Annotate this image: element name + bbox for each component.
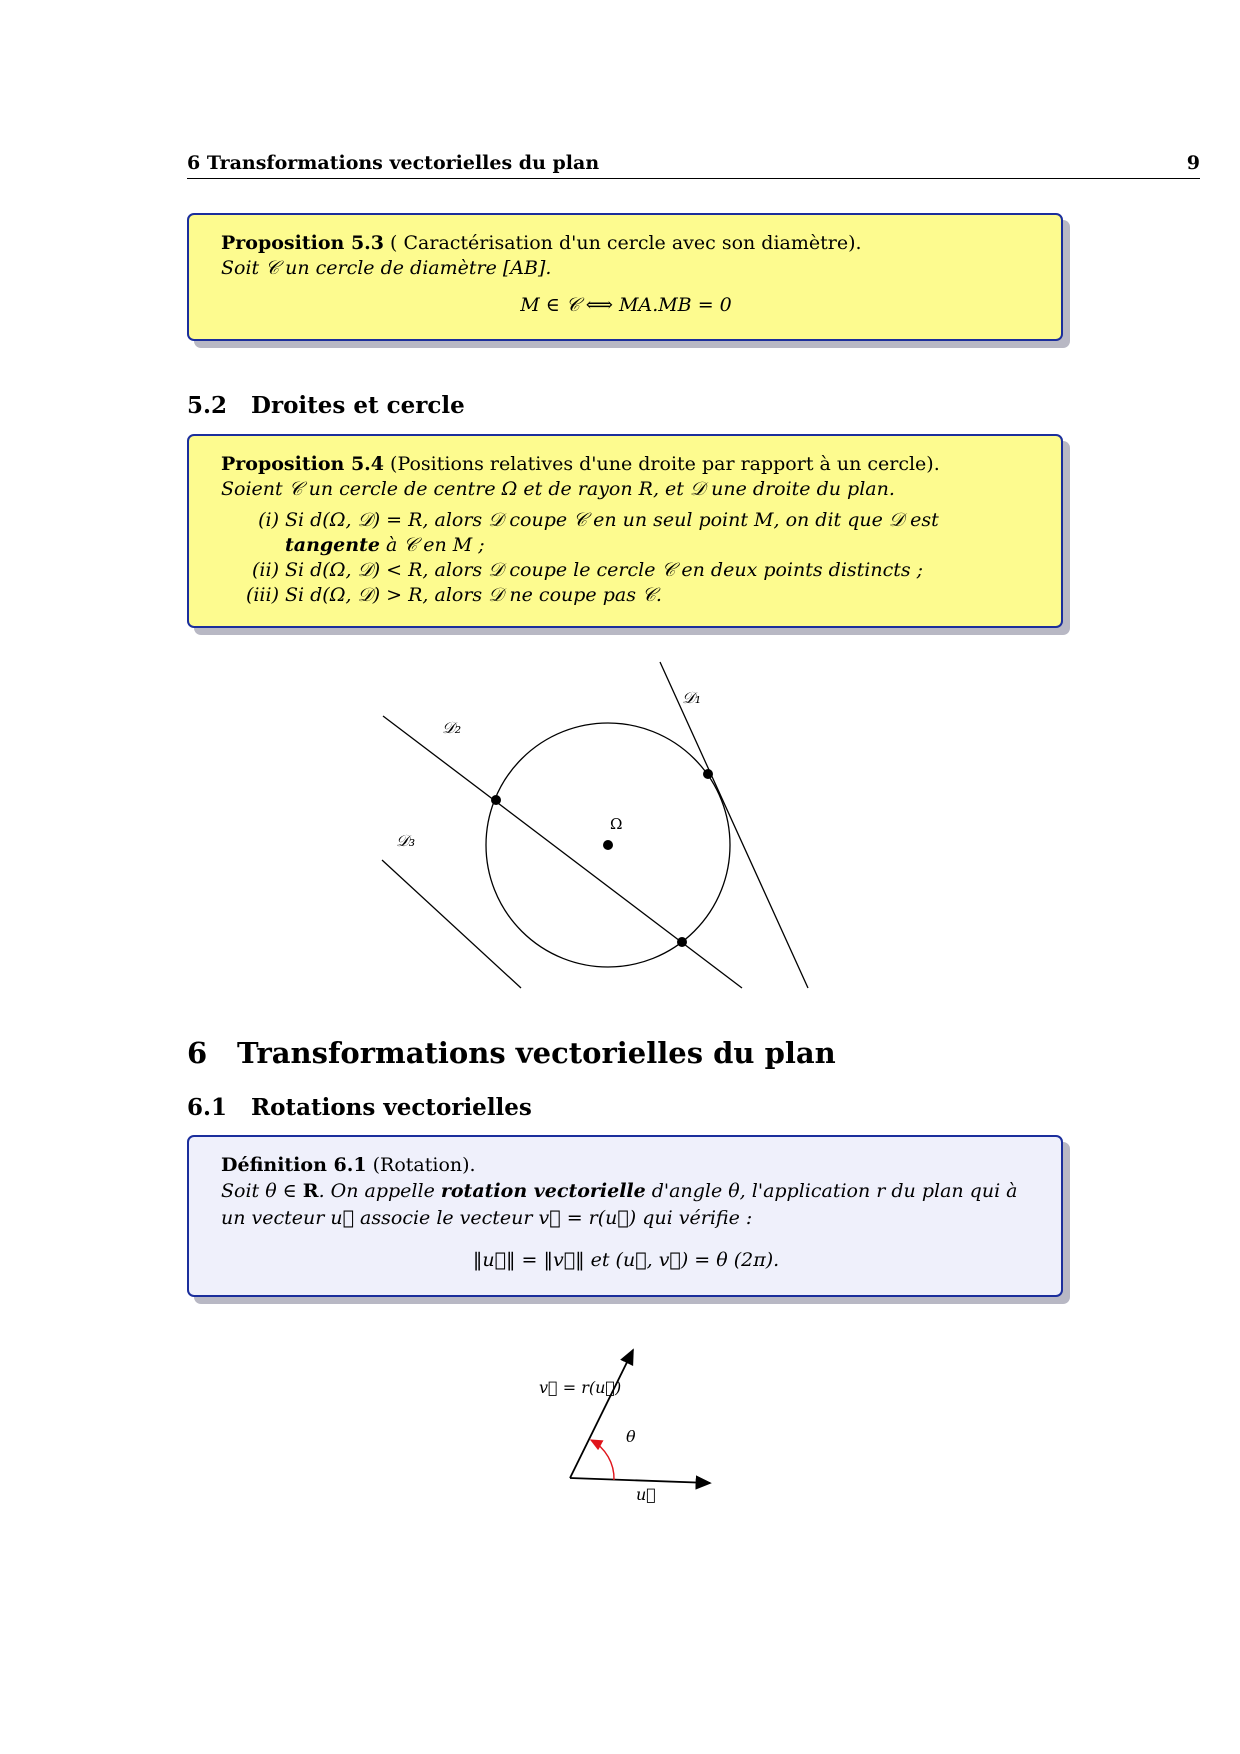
prop54-title: (Positions relatives d'une droite par rapport à un cercle). bbox=[390, 453, 940, 475]
section-title: Rotations vectorielles bbox=[251, 1094, 532, 1121]
section-number: 5.2 bbox=[187, 392, 228, 419]
label-d2: 𝒟₂ bbox=[442, 718, 462, 737]
item-text: Si d(Ω, 𝒟) > R, alors 𝒟 ne coupe pas 𝒞. bbox=[285, 584, 662, 606]
label-d3: 𝒟₃ bbox=[396, 831, 416, 850]
def61-formula: ‖u⃗‖ = ‖v⃗‖ et (u⃗, v⃗) = θ (2π). bbox=[472, 1249, 780, 1271]
label-d1: 𝒟₁ bbox=[682, 688, 702, 707]
item-label: (ii) bbox=[252, 559, 279, 581]
vector-v bbox=[570, 1350, 633, 1478]
prop53-statement: Soit 𝒞 un cercle de diamètre [AB]. bbox=[221, 257, 552, 279]
label-theta: θ bbox=[626, 1427, 636, 1446]
def61-bold: rotation vectorielle bbox=[440, 1180, 646, 1202]
section-number: 6 bbox=[187, 1036, 208, 1070]
def61-mid: . On appelle bbox=[318, 1180, 441, 1202]
prop53-label: Proposition 5.3 bbox=[221, 232, 384, 254]
angle-arc bbox=[591, 1440, 614, 1480]
item-label: (i) bbox=[258, 509, 279, 531]
item-label: (iii) bbox=[245, 584, 279, 606]
section-number: 6.1 bbox=[187, 1094, 228, 1121]
prop54-statement: Soient 𝒞 un cercle de centre Ω et de rayon R, et 𝒟 une droite du plan. bbox=[221, 478, 895, 500]
def61-title: (Rotation). bbox=[372, 1154, 476, 1176]
section-title: Droites et cercle bbox=[251, 392, 465, 419]
header-title: 6 Transformations vectorielles du plan bbox=[187, 152, 600, 174]
label-v: v⃗ = r(u⃗) bbox=[539, 1378, 622, 1397]
prop53-formula: M ∈ 𝒞 ⟺ MA.MB = 0 bbox=[520, 294, 732, 316]
def61-R: R bbox=[302, 1180, 319, 1202]
vector-u bbox=[570, 1478, 710, 1483]
def61-label: Définition 6.1 bbox=[221, 1154, 367, 1176]
prop53-title: ( Caractérisation d'un cercle avec son diamètre). bbox=[390, 232, 862, 254]
page-number: 9 bbox=[1186, 152, 1200, 174]
section-title: Transformations vectorielles du plan bbox=[237, 1036, 836, 1070]
prop54-label: Proposition 5.4 bbox=[221, 453, 384, 475]
item-text: Si d(Ω, 𝒟) = R, alors 𝒟 coupe 𝒞 en un seul point M, on dit que 𝒟 est bbox=[285, 509, 939, 531]
item-after: à 𝒞 en M ; bbox=[379, 534, 485, 556]
item-bold: tangente bbox=[285, 534, 380, 556]
label-u: u⃗ bbox=[636, 1485, 656, 1504]
def61-pre: Soit θ ∈ bbox=[221, 1180, 303, 1202]
label-omega: Ω bbox=[610, 815, 623, 833]
def61-post: d'angle θ, l'application r du plan qui à un vecteur u⃗ associe le vecteur v⃗ = r(u⃗) qui vérifie : bbox=[221, 1180, 1018, 1229]
item-text: Si d(Ω, 𝒟) < R, alors 𝒟 coupe le cercle 𝒞 en deux points distincts ; bbox=[285, 559, 924, 581]
